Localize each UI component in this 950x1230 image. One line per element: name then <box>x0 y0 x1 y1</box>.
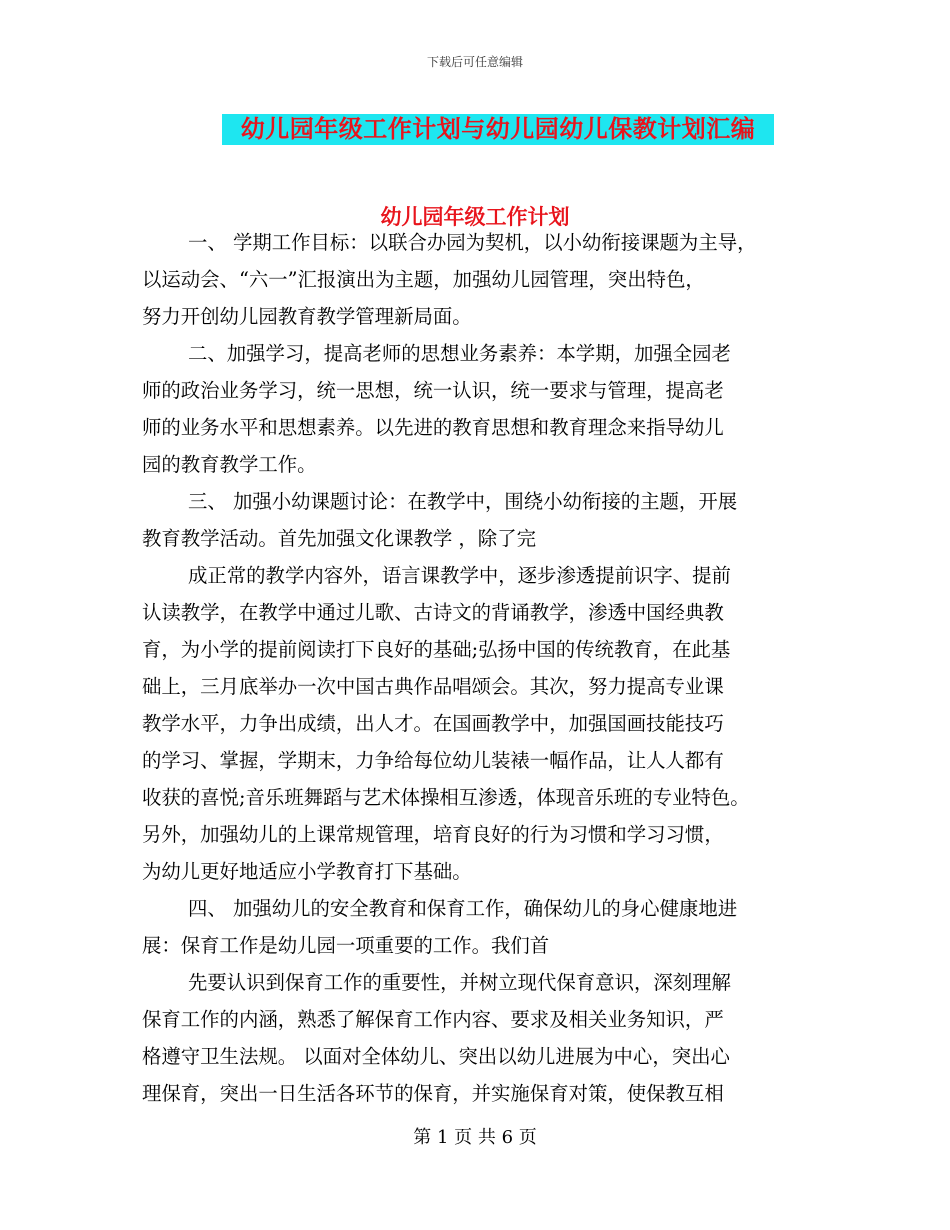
body-line: 保育工作的内涵，熟悉了解保育工作内容、要求及相关业务知识，严 <box>142 1008 724 1031</box>
body-line: 展：保育工作是幼儿园一项重要的工作。我们首 <box>142 934 550 957</box>
body-line: 认读教学，在教学中通过儿歌、古诗文的背诵教学，渗透中国经典教 <box>142 601 724 624</box>
body-line: 另外，加强幼儿的上课常规管理，培育良好的行为习惯和学习习惯， <box>142 823 724 846</box>
body-line: 园的教育教学工作。 <box>142 453 317 476</box>
page-number: 第 1 页 共 6 页 <box>413 1127 537 1148</box>
main-title: 幼儿园年级工作计划与幼儿园幼儿保教计划汇编 <box>222 114 774 145</box>
body-line: 三、 加强小幼课题讨论：在教学中，围绕小幼衔接的主题，开展 <box>188 490 738 513</box>
body-line: 格遵守卫生法规。 以面对全体幼儿、突出以幼儿进展为中心，突出心 <box>142 1045 730 1068</box>
body-line: 础上，三月底举办一次中国古典作品唱颂会。其次，努力提高专业课 <box>142 675 724 698</box>
body-line: 师的政治业务学习，统一思想，统一认识，统一要求与管理，提高老 <box>142 379 724 402</box>
section-title: 幼儿园年级工作计划 <box>380 205 570 229</box>
header-note: 下载后可任意编辑 <box>426 55 523 69</box>
body-line: 育，为小学的提前阅读打下良好的基础;弘扬中国的传统教育，在此基 <box>142 638 731 661</box>
body-line: 理保育，突出一日生活各环节的保育，并实施保育对策，使保教互相 <box>142 1082 724 1105</box>
body-line: 四、 加强幼儿的安全教育和保育工作，确保幼儿的身心健康地进 <box>188 897 738 920</box>
body-line: 为幼儿更好地适应小学教育打下基础。 <box>142 860 472 883</box>
body-line: 先要认识到保育工作的重要性，并树立现代保育意识，深刻理解 <box>188 971 731 994</box>
body-line: 教育教学活动。首先加强文化课教学 ，除了完 <box>142 527 536 550</box>
body-line: 努力开创幼儿园教育教学管理新局面。 <box>142 305 472 328</box>
body-line: 一、 学期工作目标：以联合办园为契机，以小幼衔接课题为主导， <box>188 231 757 254</box>
body-line: 收获的喜悦;音乐班舞蹈与艺术体操相互渗透，体现音乐班的专业特色。 <box>142 786 750 809</box>
body-line: 成正常的教学内容外，语言课教学中，逐步渗透提前识字、提前 <box>188 564 731 587</box>
body-line: 二、加强学习，提高老师的思想业务素养：本学期，加强全园老 <box>188 342 731 365</box>
body-line: 教学水平，力争出成绩，出人才。在国画教学中，加强国画技能技巧 <box>142 712 724 735</box>
body-line: 以运动会、“六一”汇报演出为主题，加强幼儿园管理，突出特色， <box>142 268 705 291</box>
body-line: 师的业务水平和思想素养。以先进的教育思想和教育理念来指导幼儿 <box>142 416 724 439</box>
body-line: 的学习、掌握，学期末，力争给每位幼儿装裱一幅作品，让人人都有 <box>142 749 724 772</box>
